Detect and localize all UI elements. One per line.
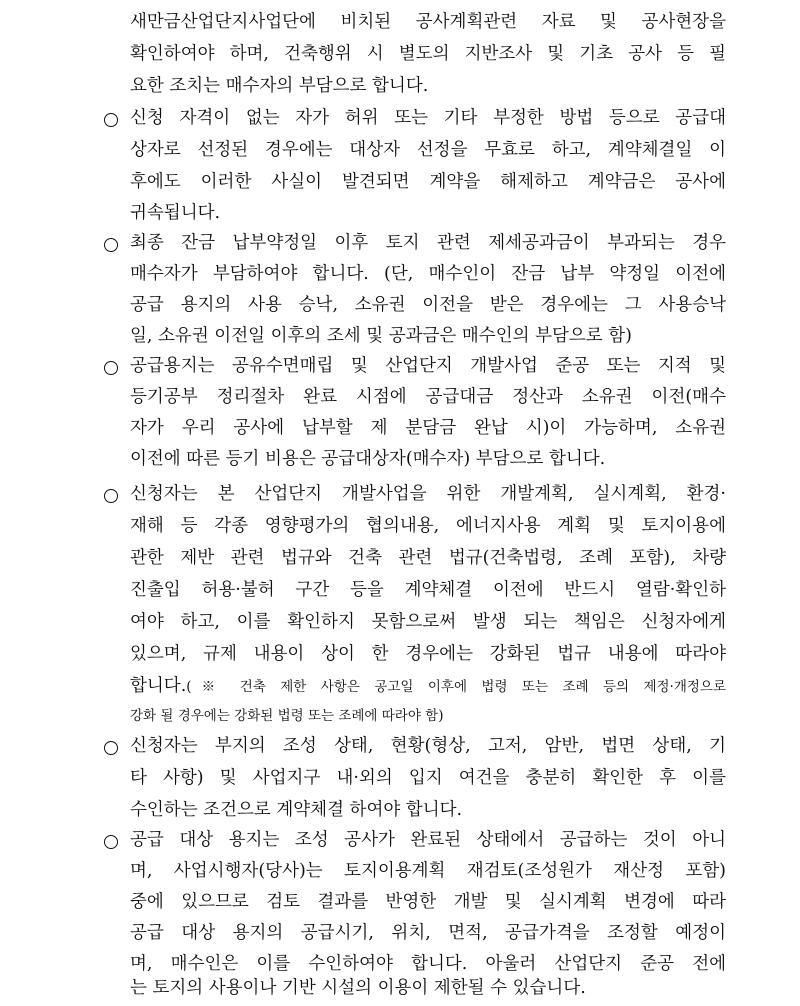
- bullet-item-line: 일, 소유권 이전일 이후의 조세 및 공과금은 매수인의 부담으로 함): [130, 326, 632, 346]
- bullet-item-line: 재해 등 각종 영향평가의 협의내용, 에너지사용 계획 및 토지이용에: [130, 516, 726, 536]
- bullet-item-line: 신청자는 본 산업단지 개발사업을 위한 개발계획, 실시계획, 환경·: [130, 484, 726, 504]
- bullet-item-line: 후에도 이러한 사실이 발견되면 계약을 해제하고 계약금은 공사에: [130, 172, 726, 192]
- bullet-item-note-line: 강화 될 경우에는 강화된 법령 또는 조례에 따라야 함): [130, 708, 444, 724]
- circle-bullet-icon: [104, 361, 118, 375]
- bullet-item-line: 공급 용지의 사용 승낙, 소유권 이전을 받은 경우에는 그 사용승낙: [130, 295, 726, 315]
- circle-bullet-icon: [104, 489, 118, 503]
- bullet-item-line: 공급용지는 공유수면매립 및 산업단지 개발사업 준공 또는 지적 및: [130, 356, 726, 376]
- bullet-item-line: 매수자가 부담하여야 합니다. (단, 매수인이 잔금 납부 약정일 이전에: [130, 264, 726, 284]
- bullet-item-line: 공급 대상 용지는 조성 공사가 완료된 상태에서 공급하는 것이 아니: [130, 830, 726, 850]
- bullet-item-line: 등기공부 정리절차 완료 시점에 공급대금 정산과 소유권 이전(매수: [130, 387, 726, 407]
- bullet-item-line: 자가 우리 공사에 납부할 제 분담금 완납 시)이 가능하며, 소유권: [130, 418, 726, 438]
- intro-line: 새만금산업단지사업단에 비치된 공사계획관련 자료 및 공사현장을: [130, 12, 726, 32]
- bullet-item-line: 는 토지의 사용이나 기반 시설의 이용이 제한될 수 있습니다.: [130, 978, 586, 998]
- bullet-item-line: 수인하는 조건으로 계약체결 하여야 합니다.: [130, 800, 463, 820]
- bullet-item-line: 중에 있으므로 검토 결과를 반영한 개발 및 실시계획 변경에 따라: [130, 892, 726, 912]
- circle-bullet-icon: [104, 113, 118, 127]
- bullet-item-line: 여야 하고, 이를 확인하지 못함으로써 발생 되는 책임은 신청자에게: [130, 612, 726, 632]
- bullet-item-line: 신청자는 부지의 조성 상태, 현황(형상, 고저, 암반, 법면 상태, 기: [130, 736, 726, 756]
- note-lead-text: 합니다.: [130, 676, 187, 696]
- bullet-item-line: 있으며, 규제 내용이 상이 한 경우에는 강화된 법규 내용에 따라야: [130, 644, 726, 664]
- bullet-item-line: 이전에 따른 등기 비용은 공급대상자(매수자) 부담으로 합니다.: [130, 449, 606, 469]
- bullet-item-line: 며, 매수인은 이를 수인하여야 합니다. 아울러 산업단지 준공 전에: [130, 954, 726, 974]
- bullet-item-line: 진출입 허용·불허 구간 등을 계약체결 이전에 반드시 열람·확인하: [130, 580, 726, 600]
- bullet-item-line: 상자로 선정된 경우에는 대상자 선정을 무효로 하고, 계약체결일 이: [130, 140, 726, 160]
- circle-bullet-icon: [104, 238, 118, 252]
- intro-line: 요한 조치는 매수자의 부담으로 합니다.: [130, 76, 429, 96]
- bullet-item-note-line: [130, 670, 726, 702]
- bullet-item-line: 타 사항) 및 사업지구 내·외의 입지 여건을 충분히 확인한 후 이를: [130, 768, 726, 788]
- bullet-item-line: 며, 사업시행자(당사)는 토지이용계획 재검토(조성원가 재산정 포함): [130, 861, 726, 881]
- bullet-item-line: 신청 자격이 없는 자가 허위 또는 기타 부정한 방법 등으로 공급대: [130, 108, 726, 128]
- note-text: (※ 건축 제한 사항은 공고일 이후에 법령 또는 조례 등의 제정·개정으로: [186, 679, 726, 695]
- intro-line: 확인하여야 하며, 건축행위 시 별도의 지반조사 및 기초 공사 등 필: [130, 44, 726, 64]
- bullet-item-line: 관한 제반 관련 법규와 건축 관련 법규(건축법령, 조례 포함), 차량: [130, 548, 726, 568]
- bullet-item-line: 귀속됩니다.: [130, 203, 221, 223]
- circle-bullet-icon: [104, 741, 118, 755]
- bullet-item-line: 최종 잔금 납부약정일 이후 토지 관련 제세공과금이 부과되는 경우: [130, 233, 726, 253]
- bullet-item-line: 공급 대상 용지의 공급시기, 위치, 면적, 공급가격을 조정할 예정이: [130, 923, 726, 943]
- circle-bullet-icon: [104, 835, 118, 849]
